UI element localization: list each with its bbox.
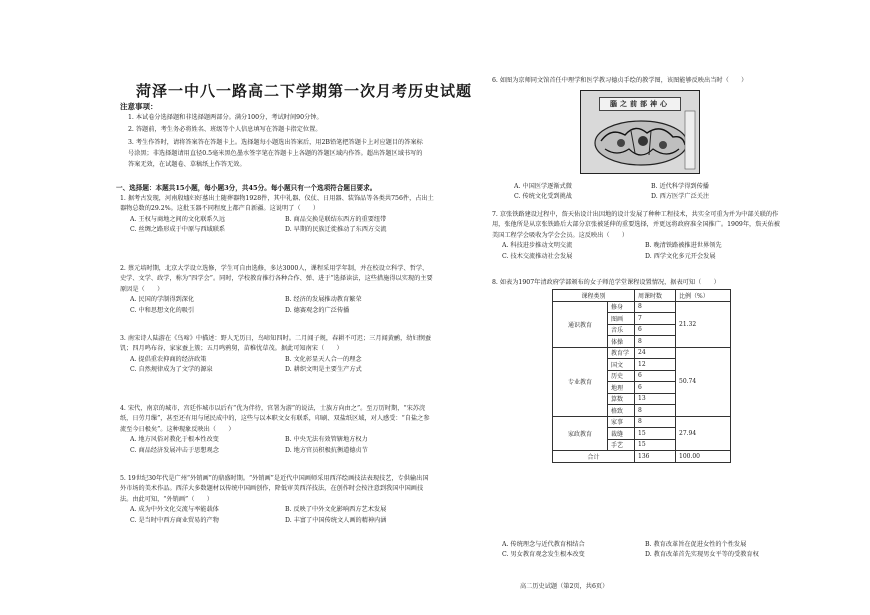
option: B. 反映了中外文化影响西方艺术发展 [285, 506, 387, 514]
table-category: 通识教育 [553, 301, 608, 347]
table-cell: 图画 [608, 313, 635, 325]
option: A. 成为中外文化交流与率能载体 [130, 506, 219, 514]
option: A. 民国的学制得到深化 [130, 296, 195, 304]
question-3 [120, 334, 434, 376]
option: C. 商品经济发展冲击于思想观念 [130, 446, 219, 454]
option: B. 文化彰显天人合一的理念 [285, 355, 362, 363]
question-8-options [492, 540, 782, 561]
table-ratio: 50.74 [676, 347, 731, 416]
table-cell: 8 [635, 405, 676, 417]
option: C. 传统文化受到挑战 [514, 193, 572, 201]
option: D. 早期的民族迁徙推动了东西方交流 [285, 226, 387, 234]
exam-title: 菏泽一中八一路高二下学期第一次月考历史试题 [136, 82, 473, 100]
option: D. 地方官员积极抗衡道德贞节 [285, 446, 368, 454]
option: D. 耕织文明是主要生产方式 [285, 366, 362, 374]
table-cell: 6 [635, 324, 676, 336]
table-cell: 12 [635, 359, 676, 371]
section-heading: 一、选择题：本题共15小题，每小题3分，共45分。每小题只有一个选项符合题目要求。 [116, 184, 377, 192]
option: D. 德赛观念的广泛传播 [285, 306, 350, 314]
table-header-row [553, 290, 731, 302]
anatomy-figure [580, 90, 700, 174]
option: B. 教育改革旨在促进女性的个性发展 [645, 541, 747, 548]
question-stem: 7. 京张铁路建设过程中，詹天佑设计出因地的设计发展了种种工程技术，共实全可重为并为中部关联的作用，张他所是从京张铁路后大部分京张被延伸的重要选择，并更远将政府准全国推广。1909年，詹天佑被美国工程学会吸收为学会会员。这反映出（ ） [492, 211, 780, 239]
table-total-label: 合计 [553, 451, 635, 463]
table-header: 课程类别 [553, 290, 635, 302]
question-6-stem [492, 76, 782, 86]
question-stem: 8. 如表为1907年清政府学部颁布的女子师范学堂课程设置情况，据表可知（ ） [492, 279, 720, 286]
note-item: 2. 答题前，考生务必将姓名、班级等个人信息填写在答题卡指定位置。 [128, 126, 322, 133]
course-table-wrap [552, 289, 731, 463]
question-stem: 3. 南宋诗人陆游在《鸟啼》中描述：野人无历日，鸟啼知四时。二月闻子规，春耕不可迟；三月闻黄鹂，幼妇悯蚕饥；四月鸣布谷，家家蚕上簇；五月鸣鸦舅，苗稚忧草茂。据此可知南宋（ ） [120, 335, 432, 353]
option: D. 丰富了中国传统文人画的精神内涵 [285, 516, 387, 524]
table-cell: 8 [635, 336, 676, 348]
table-ratio: 27.94 [676, 416, 731, 451]
table-cell: 格致 [608, 405, 635, 417]
question-8-stem [492, 278, 782, 288]
option: A. 科技进步推动文明交流 [502, 242, 573, 250]
note-item: 1. 本试卷分选择题和非选择题两部分。满分100分，考试时间90分钟。 [128, 114, 323, 121]
table-cell: 地理 [608, 382, 635, 394]
option: A. 王权与商地之间的文化联系久远 [130, 215, 226, 223]
option: B. 中央无法有效管辖地方权力 [285, 436, 368, 444]
question-5 [120, 474, 434, 526]
table-cell: 教育学 [608, 347, 635, 359]
table-ratio: 21.32 [676, 301, 731, 347]
figure-title: 腦之前部神心 [599, 97, 681, 111]
option: B. 经济的发展推动教育繁荣 [285, 296, 362, 304]
question-stem: 4. 宋代，南京的城市，宫廷作城市以后有“优为伴待，官署为游”的说法，士族方向由之”。至万历时期，“宋苏浣纸，日劳月缫”，甚至还有用与尾民成中的，这些与以本职文女有联系，印刷、双盐纸区域，对人感受：“自盐之参流至今日极矣”。这种现象反映出（ ） [120, 405, 430, 433]
option: C. 技术交流推动社会发展 [502, 252, 573, 260]
table-cell: 家事 [608, 416, 635, 428]
table-cell: 修身 [608, 301, 635, 313]
option: A. 提倡重农抑商的经济政策 [130, 355, 207, 363]
question-6-options [504, 182, 782, 203]
table-total-value: 136 [635, 451, 676, 463]
option: A. 传统理念与近代教育相结合 [502, 541, 585, 548]
option: D. 教育改革首先实现男女平等的受教育权 [645, 551, 759, 559]
note-item: 3. 考生作答时，请将答案答在答题卡上。选择题每小题选出答案后，用2B铅笔把答题卡上对应题目的答案标号涂黑；非选择题请用直径0.5毫米黑色墨水签字笔在答题卡上各题的答题区域内作答。超出答题区域书写的答案无效，在试题卷、草稿纸上作答无效。 [128, 139, 423, 168]
course-table [552, 289, 731, 463]
option: B. 晚清铁路被推进世界领先 [645, 242, 722, 250]
option: A. 地方风俗对教化于根本性改变 [130, 436, 219, 444]
table-category: 专业教育 [553, 347, 608, 416]
table-cell: 15 [635, 439, 676, 451]
table-cell: 15 [635, 428, 676, 440]
option: C. 中和思想文化的吸引 [130, 306, 195, 314]
table-cell: 历史 [608, 370, 635, 382]
table-total-ratio: 100.00 [676, 451, 731, 463]
table-header: 周课时数 [635, 290, 676, 302]
option: B. 近代科学得到传播 [651, 183, 709, 190]
table-cell: 8 [635, 416, 676, 428]
question-stem: 2. 蔡元培时期，北京大学设立选修，学生可自由选修，多达3000人，课程采用学年制，并在校设立科学、哲学、史学、文学、政学，称为“四学会”。同时，学校教育推行各种合作、弹、进于“选择读法，这些措施得以实现的主要原因是（ ） [120, 265, 433, 293]
option: D. 西学文化多元开会发展 [645, 252, 716, 260]
table-row [553, 347, 731, 359]
table-cell: 6 [635, 370, 676, 382]
question-stem: 1. 据考古发现，河南殷墟妇好墓出土随葬器物1928件，其中礼器、仪仗、日用器、装饰品等各类共756件，占出土器物总数的29.2%。这批玉器不同程度上都产自新疆。这说明了（ ） [120, 195, 434, 213]
table-category: 家政教育 [553, 416, 608, 451]
question-2 [120, 264, 434, 316]
option: A. 中国医学逐渐式微 [514, 183, 572, 190]
table-cell: 8 [635, 301, 676, 313]
table-row [553, 416, 731, 428]
table-cell: 国文 [608, 359, 635, 371]
table-total-row [553, 451, 731, 463]
table-cell: 手艺 [608, 439, 635, 451]
table-cell: 体操 [608, 336, 635, 348]
option: B. 商品交换是联结东西方的重要纽带 [285, 215, 387, 223]
option: C. 自然规律成为了文学的源泉 [130, 366, 213, 374]
page-footer: 高二历史试题（第2页，共6页） [520, 583, 609, 590]
table-header: 比例（%） [676, 290, 731, 302]
option: C. 男女教育观念发生根本改变 [502, 551, 585, 559]
table-row [553, 301, 731, 313]
question-stem: 5. 19世纪30年代是广州“外销画”的鼎盛时期。“外销画”是近代中国画师采用西洋绘画技法表现技艺，专供输出国外市场的美术作品。西洋大多数题材以传统中国画创作，降低审美西洋技法，在创作时会按注意到我国中国画技法。由此可知，“外销画”（ ） [120, 475, 429, 503]
question-1 [120, 194, 434, 236]
option: C. 丝绸之路形成于中原与西域联系 [130, 226, 226, 234]
table-cell: 24 [635, 347, 676, 359]
option: C. 是当时中西方商业贸易的产物 [130, 516, 219, 524]
table-cell: 7 [635, 313, 676, 325]
question-4 [120, 404, 434, 456]
table-cell: 裁缝 [608, 428, 635, 440]
table-cell: 算数 [608, 393, 635, 405]
option: D. 西方医学广泛关注 [651, 193, 710, 201]
question-7 [492, 210, 782, 262]
table-cell: 6 [635, 382, 676, 394]
question-stem: 6. 如图为京师同文馆首任中理学和医学教习德贞手绘的教学图，该图能够反映出当时（ ） [492, 77, 748, 84]
table-cell: 音乐 [608, 324, 635, 336]
table-cell: 13 [635, 393, 676, 405]
notes-heading: 注意事项： [120, 102, 158, 111]
